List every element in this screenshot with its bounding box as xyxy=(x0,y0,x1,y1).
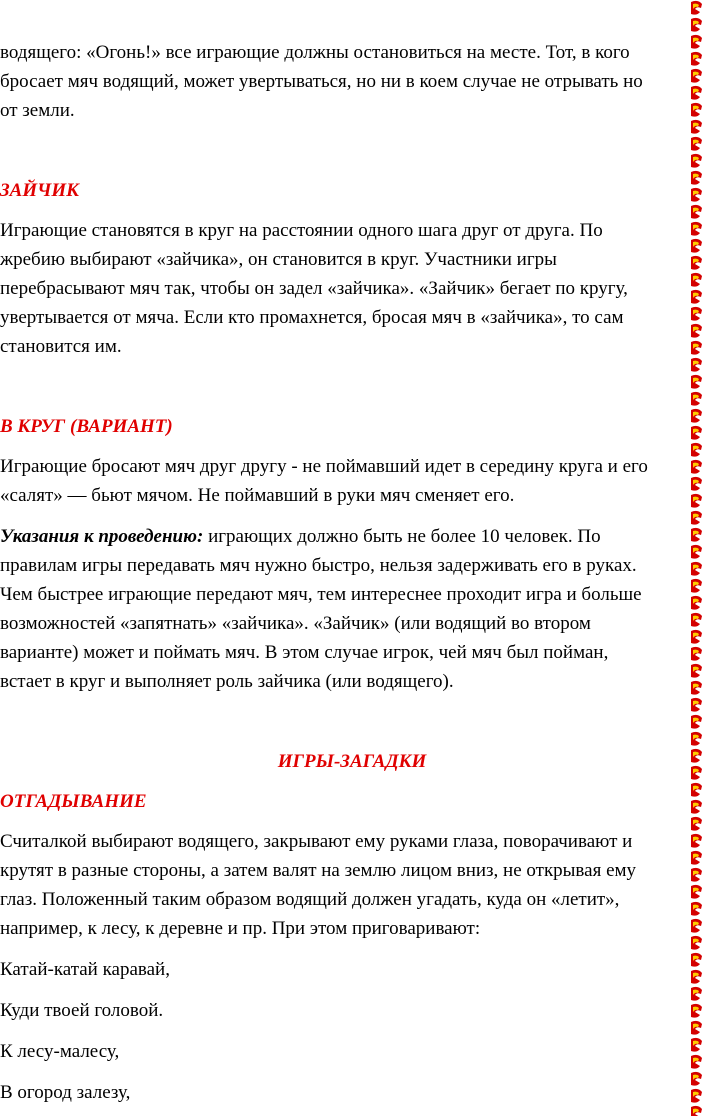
border-motif xyxy=(691,545,702,559)
border-motif xyxy=(691,358,702,372)
text-line: увертывается от мяча. Если кто промахнется, бросая мяч в «зайчика», то сам xyxy=(0,307,624,328)
border-motif xyxy=(691,290,702,304)
border-motif xyxy=(691,596,702,610)
border-motif xyxy=(691,120,702,134)
instructions-text: играющих должно быть не более 10 человек. По xyxy=(203,526,601,547)
border-motif xyxy=(691,443,702,457)
text-line: Считалкой выбирают водящего, закрывают ему руками глаза, поворачивают и xyxy=(0,831,633,852)
heading-zaichik: ЗАЙЧИК xyxy=(0,180,79,201)
border-motif xyxy=(691,273,702,287)
text-line: например, к лесу, к деревне и пр. При этом приговаривают: xyxy=(0,918,481,939)
border-motif xyxy=(691,341,702,355)
text-line: встает в круг и выполняет роль зайчика (или водящего). xyxy=(0,671,454,692)
verse-line: Куди твоей головой. xyxy=(0,1000,164,1021)
border-motif xyxy=(691,1089,702,1103)
instructions-label: Указания к проведению: xyxy=(0,526,204,547)
border-motif xyxy=(691,18,702,32)
border-motif xyxy=(691,783,702,797)
border-motif xyxy=(691,698,702,712)
border-motif xyxy=(691,800,702,814)
document-text xyxy=(0,38,704,1107)
border-motif xyxy=(691,239,702,253)
verse-line: Катай-катай каравай, xyxy=(0,959,170,980)
border-motif xyxy=(691,936,702,950)
border-motif xyxy=(691,35,702,49)
border-motif xyxy=(691,681,702,695)
border-motif xyxy=(691,375,702,389)
border-motif xyxy=(691,647,702,661)
text-line: Чем быстрее играющие передают мяч, тем интереснее проходит игра и больше xyxy=(0,584,642,605)
border-motif xyxy=(691,953,702,967)
border-motif xyxy=(691,1038,702,1052)
border-motif xyxy=(691,919,702,933)
border-motif xyxy=(691,52,702,66)
verse-line: В огород залезу, xyxy=(0,1082,131,1103)
border-motif xyxy=(691,987,702,1001)
border-motif xyxy=(691,970,702,984)
border-motif xyxy=(691,851,702,865)
border-motif xyxy=(691,1072,702,1086)
border-motif xyxy=(691,154,702,168)
border-motif xyxy=(691,494,702,508)
border-motif xyxy=(691,477,702,491)
border-motif xyxy=(691,1,702,15)
border-motif xyxy=(691,103,702,117)
border-motif xyxy=(691,256,702,270)
border-motif xyxy=(691,426,702,440)
border-motif xyxy=(691,902,702,916)
border-motif xyxy=(691,324,702,338)
text-line: глаз. Положенный таким образом водящий должен угадать, куда он «летит», xyxy=(0,889,620,910)
section-title: ИГРЫ-ЗАГАДКИ xyxy=(277,751,427,772)
text-line: водящего: «Огонь!» все играющие должны остановиться на месте. Тот, в кого xyxy=(0,42,630,63)
border-motif xyxy=(691,409,702,423)
text-line: правилам игры передавать мяч нужно быстро, нельзя задерживать его в руках. xyxy=(0,555,637,576)
border-motif xyxy=(691,715,702,729)
border-motif xyxy=(691,817,702,831)
border-motif xyxy=(691,1055,702,1069)
instructions-line xyxy=(0,522,704,551)
heading-otgadyvanie: ОТГАДЫВАНИЕ xyxy=(0,791,147,812)
border-motif xyxy=(691,69,702,83)
text-line: «салят» — бьют мячом. Не поймавший в руки мяч сменяет его. xyxy=(0,485,515,506)
border-motif xyxy=(691,511,702,525)
text-line: возможностей «запятнать» «зайчика». «Зайчик» (или водящий во втором xyxy=(0,613,591,634)
verse-line: К лесу-малесу, xyxy=(0,1041,120,1062)
border-motif xyxy=(691,834,702,848)
border-motif xyxy=(691,1021,702,1035)
border-motif xyxy=(691,613,702,627)
text-line: крутят в разные стороны, а затем валят на землю лицом вниз, не открывая ему xyxy=(0,860,637,881)
border-motif xyxy=(691,579,702,593)
border-motif xyxy=(691,630,702,644)
border-motif xyxy=(691,766,702,780)
border-motif xyxy=(691,868,702,882)
border-motif xyxy=(691,171,702,185)
border-motif xyxy=(691,732,702,746)
border-pattern-icon xyxy=(688,0,704,1116)
border-motif xyxy=(691,392,702,406)
heading-v-krug: В КРУГ (ВАРИАНТ) xyxy=(0,416,173,437)
border-motif xyxy=(691,749,702,763)
border-motif xyxy=(691,205,702,219)
border-motif xyxy=(691,1106,702,1116)
decorative-border xyxy=(688,0,704,1116)
text-line: Играющие бросают мяч друг другу - не поймавший идет в середину круга и его xyxy=(0,456,648,477)
text-line: от земли. xyxy=(0,100,75,121)
border-motif xyxy=(691,460,702,474)
border-motif xyxy=(691,885,702,899)
border-motif xyxy=(691,137,702,151)
border-motif xyxy=(691,1004,702,1018)
border-motif xyxy=(691,664,702,678)
border-motif xyxy=(691,562,702,576)
border-motif xyxy=(691,86,702,100)
text-line: варианте) может и поймать мяч. В этом случае игрок, чей мяч был пойман, xyxy=(0,642,609,663)
border-motif xyxy=(691,188,702,202)
border-motif xyxy=(691,528,702,542)
text-line: перебрасывают мяч так, чтобы он задел «зайчика». «Зайчик» бегает по кругу, xyxy=(0,278,628,299)
text-line: Играющие становятся в круг на расстоянии одного шага друг от друга. По xyxy=(0,220,603,241)
text-line: становится им. xyxy=(0,336,122,357)
text-line: бросает мяч водящий, может увертываться, но ни в коем случае не отрывать но xyxy=(0,71,643,92)
border-motif xyxy=(691,222,702,236)
text-line: жребию выбирают «зайчика», он становится в круг. Участники игры xyxy=(0,249,557,270)
border-motif xyxy=(691,307,702,321)
